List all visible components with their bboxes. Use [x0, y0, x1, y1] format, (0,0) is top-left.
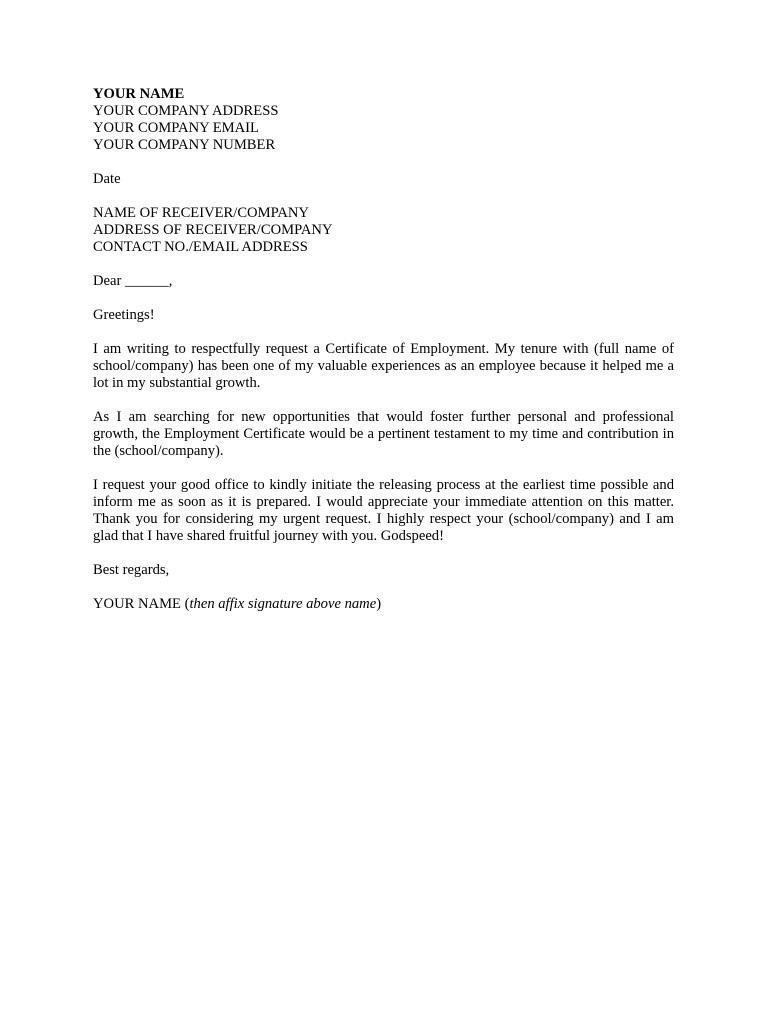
salutation: Dear ______,	[93, 273, 173, 289]
letter-date: Date	[93, 171, 121, 187]
spacer	[93, 324, 674, 341]
sender-name: YOUR NAME	[93, 86, 185, 102]
spacer	[93, 460, 674, 477]
receiver-block	[93, 205, 674, 256]
greeting: Greetings!	[93, 307, 155, 323]
receiver-contact: CONTACT NO./EMAIL ADDRESS	[93, 239, 308, 255]
spacer	[93, 392, 674, 409]
spacer	[93, 545, 674, 562]
receiver-name: NAME OF RECEIVER/COMPANY	[93, 205, 309, 221]
sender-address: YOUR COMPANY ADDRESS	[93, 103, 279, 119]
letter-document	[93, 86, 674, 613]
sender-number: YOUR COMPANY NUMBER	[93, 137, 276, 153]
body-paragraph-1: I am writing to respectfully request a Certificate of Employment. My tenure with (full name of school/company) has been one of my valuable experiences as an employee because it helped me a lot in my substantial growth.	[93, 341, 674, 391]
spacer	[93, 290, 674, 307]
signature-line	[93, 596, 674, 613]
body-paragraph-2: As I am searching for new opportunities that would foster further personal and professional growth, the Employment Certificate would be a pertinent testament to my time and contribution in the (school/company).	[93, 409, 674, 459]
body-paragraph-3: I request your good office to kindly initiate the releasing process at the earliest time possible and inform me as soon as it is prepared. I would appreciate your immediate attention on this matter. Thank you for considering my urgent request. I highly respect your (school/company) and I am glad that I have shared fruitful journey with you. Godspeed!	[93, 477, 674, 544]
sender-email: YOUR COMPANY EMAIL	[93, 120, 259, 136]
signature-note: then affix signature above name	[189, 596, 377, 612]
spacer	[93, 256, 674, 273]
spacer	[93, 579, 674, 596]
signature-name: YOUR NAME	[93, 596, 181, 612]
signature-open-paren: (	[180, 596, 190, 612]
closing: Best regards,	[93, 562, 170, 578]
sender-block	[93, 86, 674, 154]
receiver-address: ADDRESS OF RECEIVER/COMPANY	[93, 222, 333, 238]
spacer	[93, 154, 674, 171]
signature-close-paren: )	[376, 596, 382, 612]
spacer	[93, 188, 674, 205]
